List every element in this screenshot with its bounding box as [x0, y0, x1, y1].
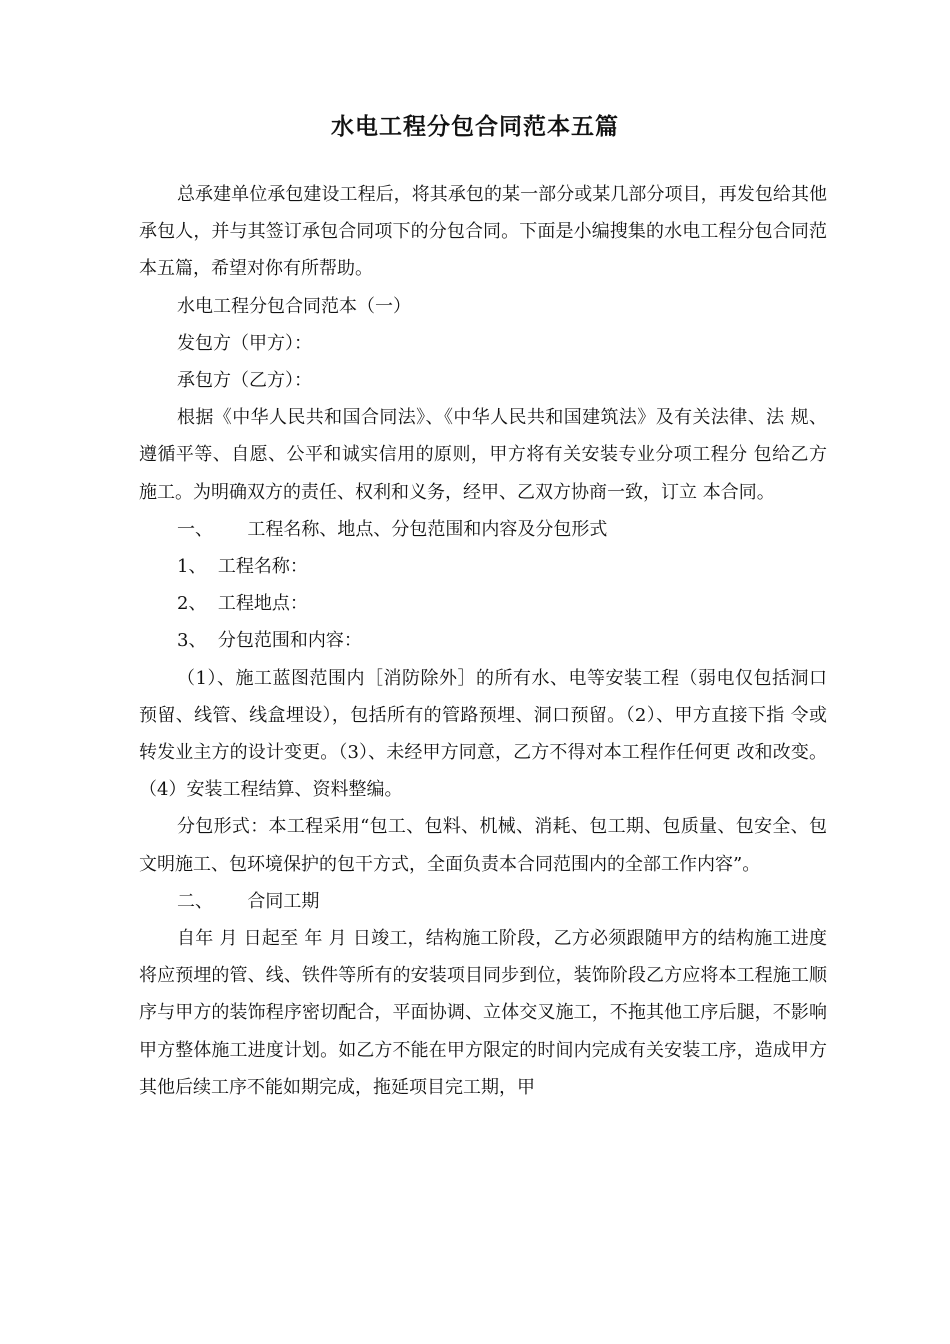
section-heading-contract-one: 水电工程分包合同范本（一） — [177, 295, 411, 317]
document-body — [139, 176, 827, 1106]
scope-heading-line: 3、 分包范围和内容： — [177, 630, 362, 652]
scope-paragraph: （1）、施工蓝图范围内［消防除外］的所有水、电等安装工程（弱电仅包括洞口 预留、线管、线盒埋设），包括所有的管路预埋、洞口预留。（2）、甲方直接下指 令或转发业主方的设计变更。（3）、未经甲方同意，乙方不得对本工程作任何更 改和改变。（4）安装工程结算、资料整编。 — [139, 667, 827, 801]
intro-paragraph: 总承建单位承包建设工程后，将其承包的某一部分或某几部分项目，再发包给其他承包人，并与其签订承包合同项下的分包合同。下面是小编搜集的水电工程分包合同范本五篇，希望对你有所帮助。 — [139, 184, 827, 280]
schedule-paragraph: 自年 月 日起至 年 月 日竣工，结构施工阶段，乙方必须跟随甲方的结构施工进度将应预埋的管、线、铁件等所有的安装项目同步到位，装饰阶段乙方应将本工程施工顺序与甲方的装饰程序密切配合，平面协调、立体交叉施工，不拖其他工序后腿，不影响甲方整体施工进度计划。如乙方不能在甲方限定的时间内完成有关安装工序，造成甲方其他后续工序不能如期完成，拖延项目完工期，甲 — [139, 928, 827, 1098]
project-location-line: 2、 工程地点： — [177, 593, 308, 615]
party-b-line: 承包方（乙方）： — [177, 370, 312, 392]
project-name-line: 1、 工程名称： — [177, 556, 308, 578]
clause-two-heading: 二、 合同工期 — [177, 890, 320, 912]
document-title: 水电工程分包合同范本五篇 — [331, 114, 619, 140]
clause-one-heading: 一、 工程名称、地点、分包范围和内容及分包形式 — [177, 518, 608, 540]
legal-basis-paragraph: 根据《中华人民共和国合同法》、《中华人民共和国建筑法》及有关法律、法 规、遵循平等、自愿、公平和诚实信用的原则，甲方将有关安装专业分项工程分 包给乙方施工。为明确双方的责任、权利和义务，经甲、乙双方协商一致，订立 本合同。 — [139, 407, 827, 503]
subcontract-form-paragraph: 分包形式：本工程采用“包工、包料、机械、消耗、包工期、包质量、包安全、包文明施工、包环境保护的包干方式，全面负责本合同范围内的全部工作内容”。 — [139, 816, 827, 875]
party-a-line: 发包方（甲方）： — [177, 332, 312, 354]
